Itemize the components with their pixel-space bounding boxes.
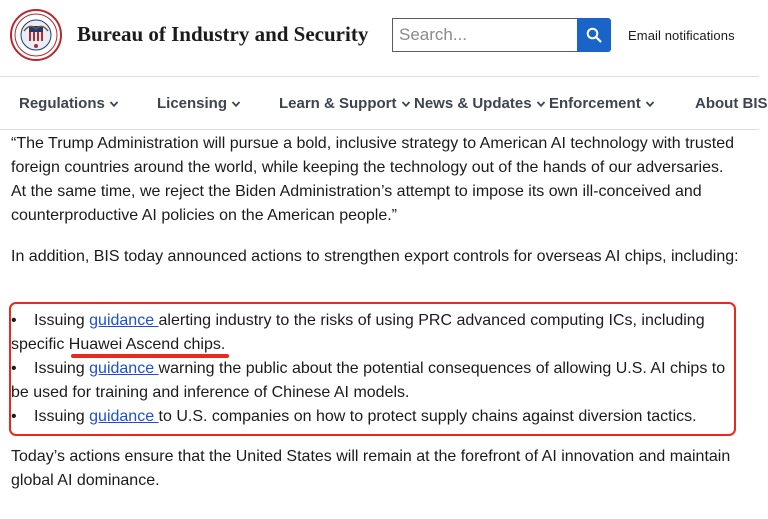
site-header	[0, 0, 759, 76]
nav-item-about-bis[interactable]	[695, 95, 768, 112]
guidance-link[interactable]: guidance	[89, 408, 159, 425]
intro-paragraph: In addition, BIS today announced actions to strengthen export controls for overseas AI chips, including:	[11, 248, 739, 265]
search-button[interactable]	[577, 18, 611, 52]
nav-label: About BIS	[695, 95, 768, 112]
list-item	[11, 405, 741, 429]
list-item-prefix: Issuing	[34, 360, 90, 377]
chevron-down-icon	[231, 99, 241, 109]
list-item	[11, 357, 741, 405]
nav-label: Licensing	[157, 95, 228, 112]
nav-label: Learn & Support	[279, 95, 397, 112]
list-item-prefix: Issuing	[34, 312, 90, 329]
bullet-mark: •	[11, 360, 17, 377]
email-notifications-link[interactable]: Email notifications	[628, 28, 735, 43]
nav-label: Enforcement	[549, 95, 641, 112]
list-item-text: warning the public about the potential consequences of allowing U.S. AI chips to be used for training and inference of Chinese AI models.	[11, 360, 726, 401]
nav-item-enforcement[interactable]	[549, 95, 655, 112]
bullet-mark: •	[11, 312, 17, 329]
site-title[interactable]: Bureau of Industry and Security	[77, 22, 369, 46]
guidance-link[interactable]: guidance	[89, 312, 159, 329]
action-list	[11, 309, 741, 429]
list-item-text: alerting industry to the risks of using PRC advanced computing ICs, including specific Huawei Ascend chips.	[11, 312, 705, 353]
chevron-down-icon	[536, 99, 546, 109]
search-icon	[586, 27, 602, 43]
nav-label: Regulations	[19, 95, 105, 112]
guidance-link[interactable]: guidance	[89, 360, 159, 377]
list-item	[11, 309, 741, 357]
quote-paragraph: “The Trump Administration will pursue a bold, inclusive strategy to American AI technology with trusted foreign countries around the world, while keeping the technology out of the hands of our adversaries. At the same time, we reject the Biden Administration’s attempt to impose its own ill-conceived and counterproductive AI policies on the American people.”	[11, 135, 735, 224]
nav-item-news-updates[interactable]	[414, 95, 546, 112]
list-item-text: to U.S. companies on how to protect supply chains against diversion tactics.	[158, 408, 697, 425]
list-item-prefix: Issuing	[34, 408, 90, 425]
chevron-down-icon	[109, 99, 119, 109]
chevron-down-icon	[401, 99, 411, 109]
nav-item-licensing[interactable]	[157, 95, 241, 112]
nav-item-regulations[interactable]	[19, 95, 119, 112]
closing-paragraph: Today’s actions ensure that the United States will remain at the forefront of AI innovation and maintain global AI dominance.	[11, 448, 731, 489]
chevron-down-icon	[645, 99, 655, 109]
main-nav	[0, 76, 768, 130]
nav-item-learn-support[interactable]	[279, 95, 411, 112]
bullet-mark: •	[11, 408, 17, 425]
nav-label: News & Updates	[414, 95, 532, 112]
search-input[interactable]	[392, 18, 578, 52]
department-of-commerce-seal-icon[interactable]	[10, 9, 62, 61]
